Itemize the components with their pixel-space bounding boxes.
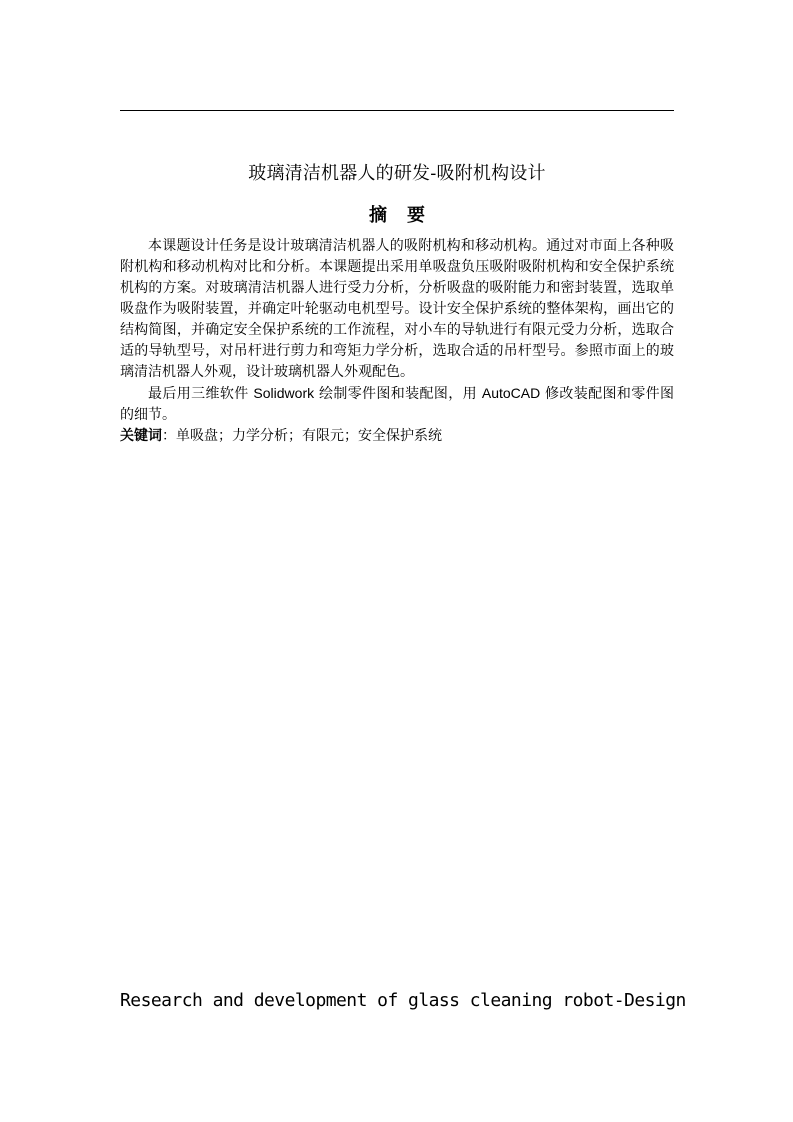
keywords-text: ：单吸盘；力学分析；有限元；安全保护系统 — [162, 428, 442, 444]
document-title: 玻璃清洁机器人的研发-吸附机构设计 — [248, 163, 546, 184]
abstract-body — [120, 236, 674, 447]
keywords-line — [120, 426, 674, 447]
abstract-heading-char-1: 摘 — [369, 205, 387, 226]
paragraph-2-text-b: 绘制零件图和装配图，用 — [314, 386, 482, 402]
software-name-autocad: AutoCAD — [481, 385, 541, 401]
software-name-solidwork: Solidwork — [253, 385, 315, 401]
paragraph-2-text-a: 最后用三维软件 — [148, 386, 254, 402]
abstract-heading-char-2: 要 — [407, 205, 425, 226]
abstract-heading — [120, 203, 674, 229]
keywords-label: 关键词 — [120, 428, 162, 444]
paragraph-2-text-c: 修改装配图和零件图的细节。 — [120, 386, 675, 423]
header-rule — [120, 110, 674, 111]
abstract-paragraph-1: 本课题设计任务是设计玻璃清洁机器人的吸附机构和移动机构。通过对市面上各种吸附机构和移动机构对比和分析。本课题提出采用单吸盘负压吸附吸附机构和安全保护系统机构的方案。对玻璃清洁机器人进行受力分析，分析吸盘的吸附能力和密封装置，选取单吸盘作为吸附装置，并确定叶轮驱动电机型号。设计安全保护系统的整体架构，画出它的结构简图，并确定安全保护系统的工作流程，对小车的导轨进行有限元受力分析，选取合适的导轨型号，对吊杆进行剪力和弯矩力学分析，选取合适的吊杆型号。参照市面上的玻璃清洁机器人外观，设计玻璃机器人外观配色。 — [120, 238, 674, 380]
english-title: Research and development of glass cleaning robot-Design — [120, 990, 686, 1011]
abstract-paragraph-2 — [120, 383, 674, 426]
